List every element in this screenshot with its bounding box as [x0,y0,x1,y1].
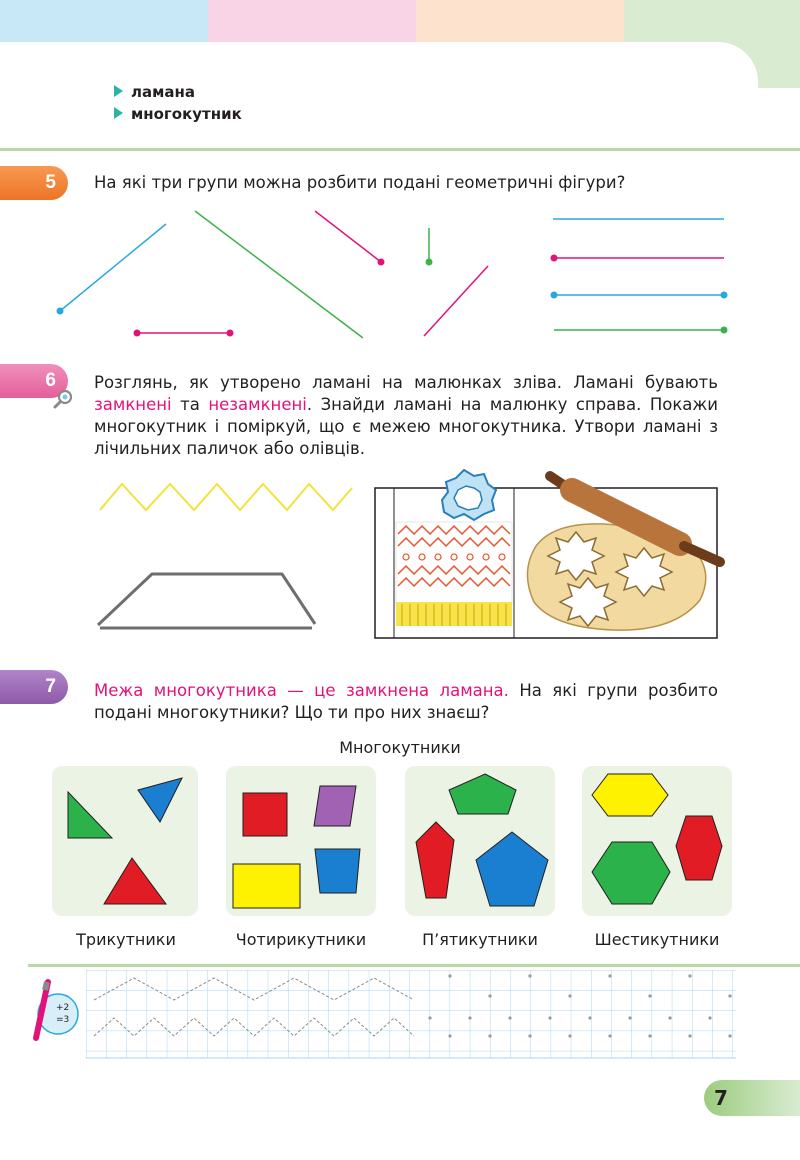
svg-text:=3: =3 [56,1015,70,1025]
chevron-right-icon [114,85,123,97]
rectangle-yellow [233,864,300,908]
task-number-badge: 6 [0,364,68,398]
line-magenta [424,266,488,336]
practice-grid [86,970,736,1060]
endpoint-dot [134,330,141,337]
term-item [114,82,242,104]
term-item [114,104,242,126]
pencil-icon [30,976,80,1050]
open-zigzag [100,484,352,510]
endpoint-dot [551,255,558,262]
endpoint-dot [721,292,728,299]
open-polyline [98,574,315,625]
square-red [243,793,287,836]
endpoint-dot [426,259,433,266]
endpoint-dot [378,259,385,266]
term-open: незамкнені [208,395,307,414]
task6-text: Розглянь, як утворено ламані на малюнках зліва. Ламані бувають замкнені та незамкнені. Знайди ламані на малюнку справа. Покажи многокутник і поміркуй, що є межею многокутника. Утвори ламані з лічильних паличок або олівців. [94,373,718,458]
term-label: ламана [131,83,195,101]
triangle-blue [138,778,182,822]
group-label-quadrilaterals: Чотирикутники [235,930,367,949]
triangle-green [68,792,112,838]
group-label-triangles: Трикутники [76,930,176,949]
triangle-red [104,858,166,904]
polygon-rule: Межа многокутника — це замкнена ламана. [94,681,509,700]
hexagon-yellow [592,774,668,816]
endpoint-dot [551,292,558,299]
term-list [114,82,242,126]
svg-text:+2: +2 [56,1003,70,1013]
task5-figures [0,200,800,350]
segment-magenta [315,211,381,262]
task-number-badge: 7 [0,670,68,704]
hexagon-green [592,842,670,904]
header-divider [0,148,800,151]
header-tab-blue [0,0,208,42]
header-tab-peach [416,0,624,42]
pentagon-red [416,822,454,898]
chevron-right-icon [114,107,123,119]
header-tab-pink [208,0,416,42]
pentagon-blue [476,832,548,906]
line-green [195,211,363,338]
group-label-hexagons: Шестикутники [594,930,720,949]
polygons-title: Многокутники [339,738,461,757]
page-number: 7 [714,1086,728,1110]
task7-text: Межа многокутника — це замкнена ламана. На які групи розбито подані многокутники? Що ти про них знаєш? [94,681,718,722]
polylines-left [90,478,360,638]
magnifier-icon [52,388,74,410]
trapezoid-blue [315,849,360,893]
endpoint-dot [227,330,234,337]
polygon-shapes [0,766,800,916]
parallelogram-purple [314,786,356,826]
term-closed: замкнені [94,395,172,414]
endpoint-dot [721,327,728,334]
task-number-badge: 5 [0,166,68,200]
kitchen-illustration [374,462,730,642]
task5-text: На які три групи можна розбити подані геометричні фігури? [94,173,626,192]
segment-blue [60,224,166,311]
endpoint-dot [57,308,64,315]
term-label: многокутник [131,105,242,123]
hexagon-red [676,816,722,880]
group-label-pentagons: П’ятикутники [422,930,538,949]
pentagon-green [449,774,516,814]
bottom-divider [28,964,800,967]
